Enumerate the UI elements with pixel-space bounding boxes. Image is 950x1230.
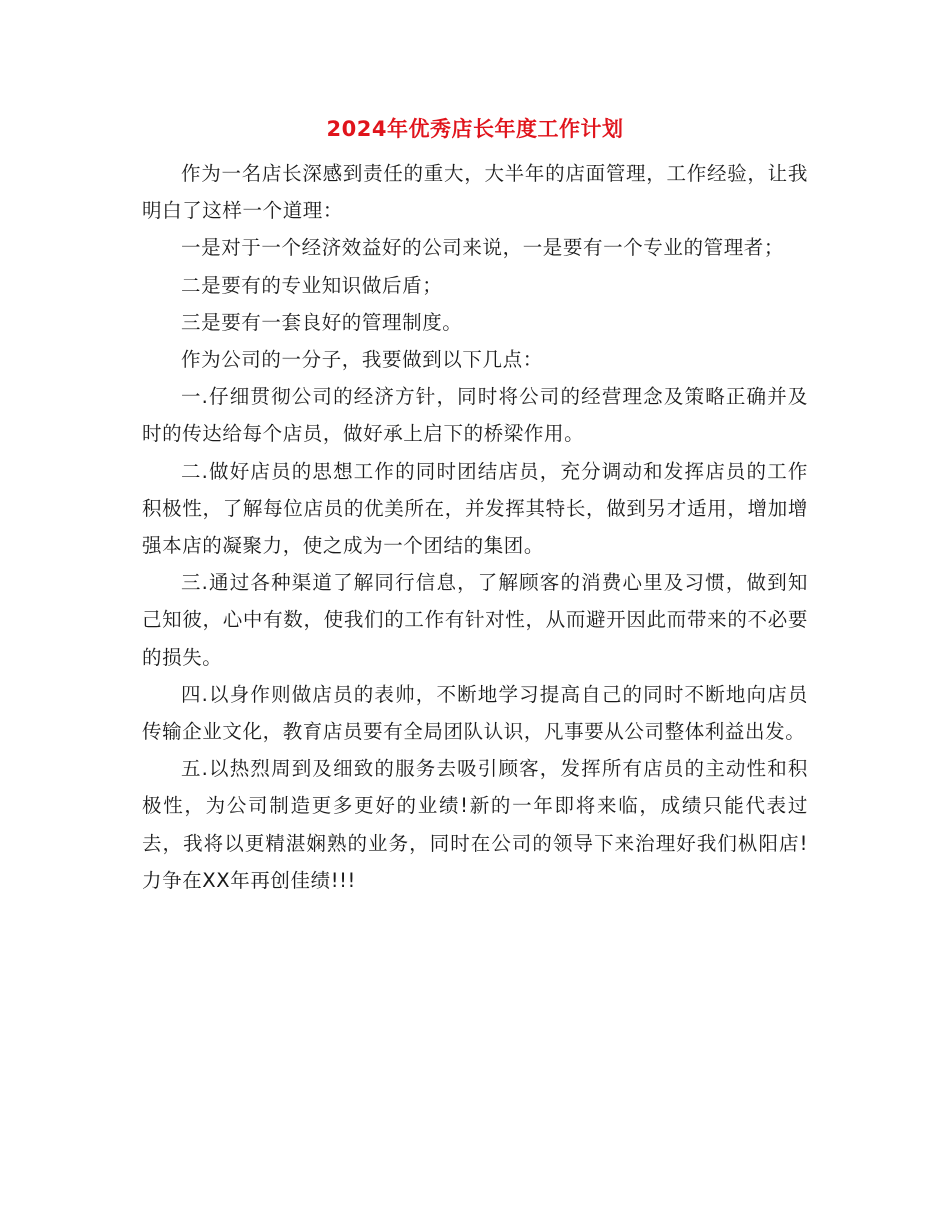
- paragraph-list-intro: 作为公司的一分子，我要做到以下几点：: [181, 348, 543, 372]
- document-title: 2024年优秀店长年度工作计划: [326, 117, 624, 141]
- paragraph-item-4: 四.以身作则做店员的表帅，不断地学习提高自己的同时不断地向店员传输企业文化，教育店员要有全局团队认识，凡事要从公司整体利益出发。: [142, 682, 808, 744]
- paragraph-point-three: 三是要有一套良好的管理制度。: [181, 310, 463, 334]
- paragraph-item-5: 五.以热烈周到及细致的服务去吸引顾客，发挥所有店员的主动性和积极性，为公司制造更多更好的业绩!新的一年即将来临，成绩只能代表过去，我将以更精湛娴熟的业务，同时在公司的领导下来治理好我们枞阳店!力争在XX年再创佳绩!!!: [142, 757, 808, 892]
- paragraph-item-1: 一.仔细贯彻公司的经济方针，同时将公司的经营理念及策略正确并及时的传达给每个店员，做好承上启下的桥梁作用。: [142, 385, 808, 446]
- paragraph-point-two: 二是要有的专业知识做后盾；: [181, 273, 443, 297]
- document-body: [142, 155, 808, 899]
- paragraph-item-3: 三.通过各种渠道了解同行信息，了解顾客的消费心里及习惯，做到知己知彼，心中有数，使我们的工作有针对性，从而避开因此而带来的不必要的损失。: [142, 571, 808, 669]
- paragraph-intro: 作为一名店长深感到责任的重大，大半年的店面管理，工作经验，让我明白了这样一个道理：: [142, 162, 808, 223]
- paragraph-item-2: 二.做好店员的思想工作的同时团结店员，充分调动和发挥店员的工作积极性，了解每位店员的优美所在，并发挥其特长，做到另才适用，增加增强本店的凝聚力，使之成为一个团结的集团。: [142, 459, 808, 558]
- paragraph-point-one: 一是对于一个经济效益好的公司来说，一是要有一个专业的管理者；: [181, 236, 785, 260]
